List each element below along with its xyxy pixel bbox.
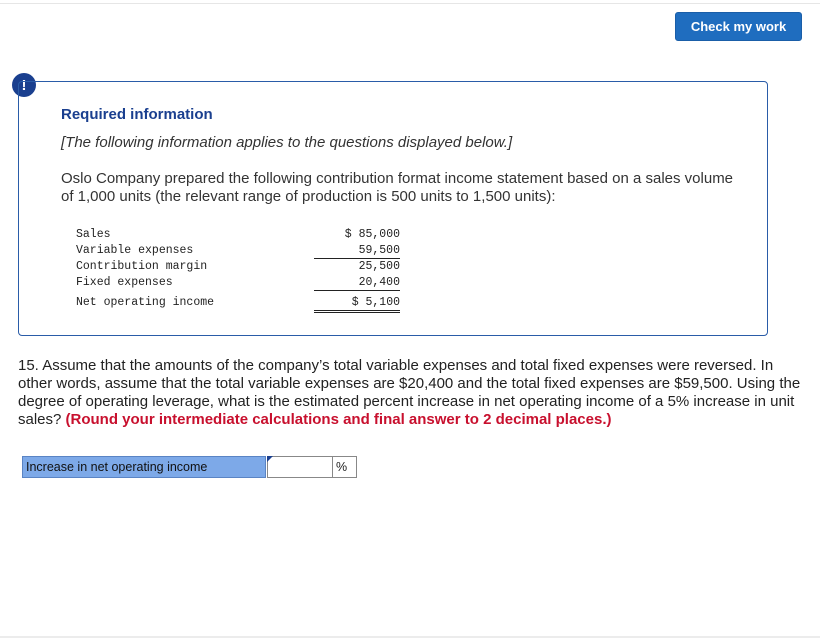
required-information-body: Oslo Company prepared the following contribution format income statement based on a sales volume of 1,000 units (the relevant range of production is 500 units to 1,500 units): [61,170,734,205]
statement-label: Variable expenses [76,244,194,257]
statement-value: 25,500 [358,260,400,273]
bottom-divider [0,636,820,638]
statement-row-fixed-expenses [76,274,406,290]
question-body: 15. Assume that the amounts of the company’s total variable expenses and total fixed expenses were reversed. In other words, assume that the total variable expenses are $20,400 and the total fixed expenses are $59,500. Using the degree of operating leverage, what is the estimated percent increase in net operating income of a 5% increase in unit sales? [18,357,801,428]
exclamation-icon: ! [12,73,36,97]
statement-label: Sales [76,228,111,241]
statement-value: $ 5,100 [314,296,400,313]
statement-value: 20,400 [314,276,400,291]
statement-label: Fixed expenses [76,276,173,289]
statement-row-variable-expenses [76,242,406,258]
statement-row-sales [76,226,406,242]
statement-label: Net operating income [76,296,215,309]
statement-value: $ 85,000 [344,228,400,241]
check-my-work-button[interactable]: Check my work [675,12,802,41]
answer-unit: % [333,456,357,478]
required-information-title: Required information [61,106,213,123]
statement-row-net-operating-income [76,294,406,316]
top-divider [0,3,820,4]
answer-label: Increase in net operating income [22,456,266,478]
question-instruction: (Round your intermediate calculations and final answer to 2 decimal places.) [65,411,612,428]
input-corner-marker [267,456,273,462]
statement-value: 59,500 [314,244,400,259]
statement-label: Contribution margin [76,260,208,273]
statement-row-contribution-margin [76,258,406,274]
required-information-note: [The following information applies to the questions displayed below.] [61,134,513,151]
question-text [18,357,808,429]
answer-row [22,456,357,478]
income-statement [76,226,406,316]
answer-input[interactable] [267,456,333,478]
